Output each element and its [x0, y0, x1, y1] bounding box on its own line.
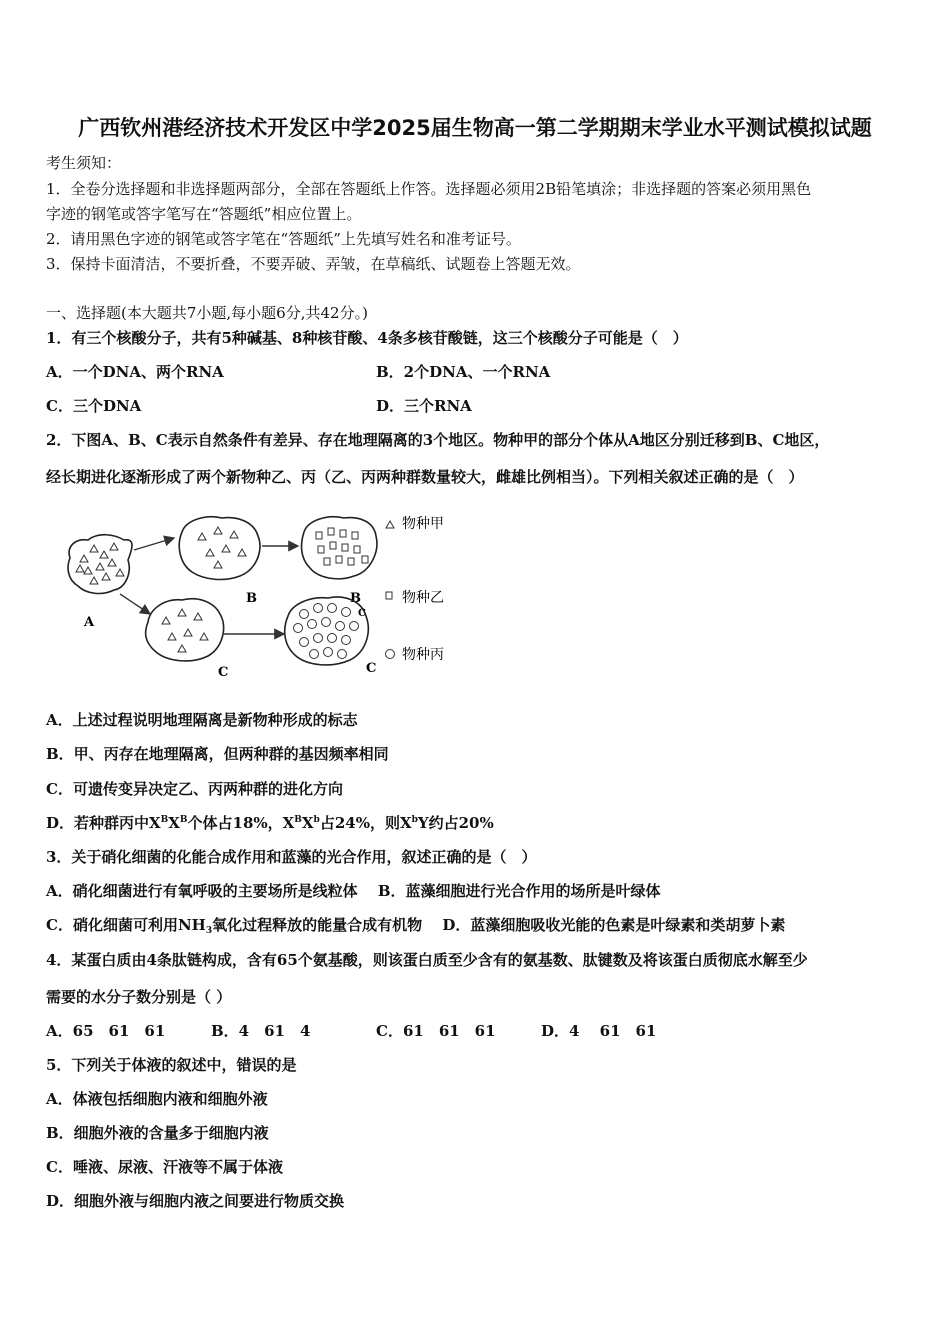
q3-options-ab: A．硝化细菌进行有氧呼吸的主要场所是线粒体 B．蓝藻细胞进行光合作用的场所是叶绿体: [46, 882, 661, 900]
notice-item-1: 1．全卷分选择题和非选择题两部分，全部在答题纸上作答。选择题必须用2B铅笔填涂；非选择题的答案必须用黑色: [46, 180, 812, 198]
q4-option-a: A．65 61 61: [46, 1022, 166, 1040]
region-c-evolved: [285, 597, 369, 665]
notice-item-1-cont: 字迹的钢笔或答字笔写在“答题纸”相应位置上。: [46, 205, 362, 223]
legend-square-icon: [386, 592, 392, 599]
q1-stem: 1．有三个核酸分子，共有5种碱基、8种核苷酸、4条多核苷酸链，这三个核酸分子可能是（ ）: [46, 329, 688, 347]
species-jia-group-c: [162, 609, 208, 652]
q2-option-a: A．上述过程说明地理隔离是新物种形成的标志: [46, 711, 358, 729]
label-region-a: A: [84, 615, 95, 630]
q5-option-b: B．细胞外液的含量多于细胞内液: [46, 1124, 269, 1142]
species-jia-group-b: [198, 527, 246, 568]
q4-stem-1: 4．某蛋白质由4条肽链构成，含有65个氨基酸，则该蛋白质至少含有的氨基数、肽键数及将该蛋白质彻底水解至少: [46, 951, 808, 969]
legend-species-jia: 物种甲: [402, 516, 444, 532]
species-bing-group: [294, 604, 359, 659]
region-a: [68, 535, 132, 594]
legend-species-yi: 物种乙: [402, 590, 444, 606]
label-region-b: B: [246, 591, 257, 606]
notice-item-2: 2．请用黑色字迹的钢笔或答字笔在“答题纸”上先填写姓名和准考证号。: [46, 230, 521, 248]
q5-option-d: D．细胞外液与细胞内液之间要进行物质交换: [46, 1192, 345, 1210]
q4-option-c: C．61 61 61: [376, 1022, 496, 1040]
q1-option-d: D．三个RNA: [376, 397, 472, 415]
q1-option-a: A．一个DNA、两个RNA: [46, 363, 224, 381]
q2-option-b: B．甲、丙存在地理隔离，但两种群的基因频率相同: [46, 745, 389, 763]
region-b: [179, 517, 260, 580]
q4-stem-2: 需要的水分子数分别是（ ）: [46, 988, 232, 1006]
q2-option-c: C．可遗传变异决定乙、丙两种群的进化方向: [46, 780, 343, 798]
legend-circle-icon: [386, 650, 395, 659]
q4-option-d: D．4 61 61: [541, 1022, 657, 1040]
q3-options-cd: C．硝化细菌可利用$NH_3$氧化过程释放的能量合成有机物 D．蓝藻细胞吸收光能的色素是叶绿素和类胡萝卜素: [46, 916, 786, 936]
section-heading: 一、选择题(本大题共7小题,每小题6分,共42分。): [46, 304, 368, 322]
page-title: 广西钦州港经济技术开发区中学2025届生物高一第二学期期末学业水平测试模拟试题: [78, 116, 872, 140]
label-region-c: C: [218, 665, 229, 680]
q2-stem-1: 2．下图A、B、C表示自然条件有差异、存在地理隔离的3个地区。物种甲的部分个体从A地区分别迁移到B、C地区，: [46, 431, 830, 449]
q2-option-d: D．若种群丙中$X^BX^B$个体占18%，$X^BX^b$占24%，则$X^bY$约占20%: [46, 814, 494, 832]
q5-option-a: A．体液包括细胞内液和细胞外液: [46, 1090, 268, 1108]
notice-item-3: 3．保持卡面清洁，不要折叠，不要弄破、弄皱，在草稿纸、试题卷上答题无效。: [46, 255, 581, 273]
legend-species-bing: 物种丙: [402, 647, 444, 663]
q1-option-c: C．三个DNA: [46, 397, 142, 415]
species-jia-group-a: [76, 543, 124, 584]
label-region-c-evolved: C: [366, 661, 377, 676]
speciation-diagram: [62, 510, 482, 682]
legend-triangle-icon: [386, 521, 394, 528]
notice-heading: 考生须知：: [46, 154, 122, 172]
q3-stem: 3．关于硝化细菌的化能合成作用和蓝藻的光合作用，叙述正确的是（ ）: [46, 848, 537, 866]
species-yi-group: [316, 528, 368, 565]
q4-option-b: B．4 61 4: [211, 1022, 311, 1040]
label-region-b-evolved: B: [350, 591, 361, 606]
q5-stem: 5．下列关于体液的叙述中，错误的是: [46, 1056, 297, 1074]
region-b-evolved: [302, 517, 377, 579]
label-region-c-small: C: [358, 608, 366, 619]
q1-option-b: B．2个DNA、一个RNA: [376, 363, 551, 381]
q5-option-c: C．唾液、尿液、汗液等不属于体液: [46, 1158, 283, 1176]
q2-stem-2: 经长期进化逐渐形成了两个新物种乙、丙（乙、丙两种群数量较大，雌雄比例相当）。下列相关叙述正确的是（ ）: [46, 468, 804, 486]
